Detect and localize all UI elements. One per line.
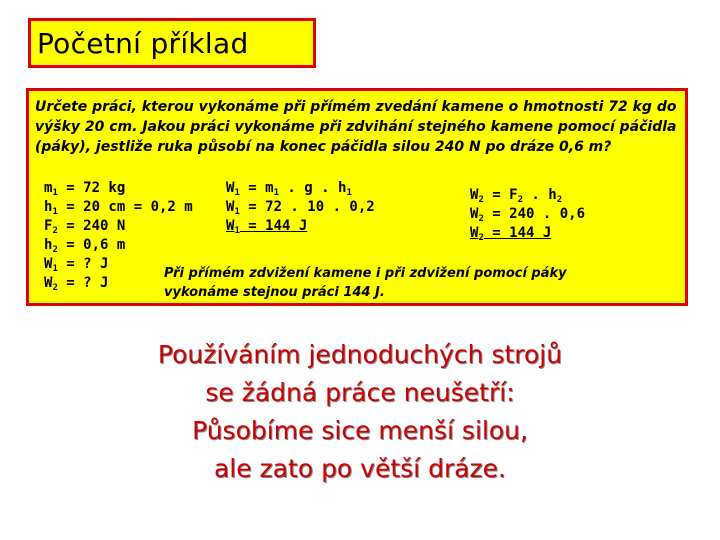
slide-title: Početní příklad bbox=[37, 27, 249, 60]
given-item: $W_1$ = ? J bbox=[44, 256, 109, 274]
conclusion-line-1: Při přímém zdvižení kamene i při zdvižení pomocí páky bbox=[164, 266, 567, 281]
given-item: $W_2$ = ? J bbox=[44, 275, 109, 293]
given-item: $h_2 = 0,6$ m bbox=[44, 237, 126, 255]
given-item: $F_2 = 240$ N bbox=[44, 218, 126, 236]
summary-line-1: Používáním jednoduchých strojů bbox=[157, 340, 563, 369]
calc-line: $W_2 = 240$ . 0,6 bbox=[470, 206, 586, 224]
conclusion bbox=[164, 264, 567, 302]
given-item: $m_1 = 72$ kg bbox=[44, 180, 126, 198]
calc-result: $W_2 = 144$ J bbox=[470, 225, 552, 243]
calc-w1 bbox=[226, 179, 375, 236]
summary-text bbox=[0, 336, 720, 488]
calc-line: $W_1 = 72$ . 10 . 0,2 bbox=[226, 199, 375, 217]
title-box bbox=[28, 18, 316, 68]
summary-line-3: Působíme sice menší silou, bbox=[192, 416, 528, 445]
calc-w2 bbox=[470, 186, 585, 243]
conclusion-line-2: vykonáme stejnou práci 144 J. bbox=[164, 285, 385, 300]
calc-line: $W_2 = F_2$ . $h_2$ bbox=[470, 187, 563, 205]
summary-line-4: ale zato po větší dráze. bbox=[213, 454, 506, 483]
calc-line: $W_1 = m_1$ . g . $h_1$ bbox=[226, 180, 352, 198]
problem-text: Určete práci, kterou vykonáme při přímém zvedání kamene o hmotnosti 72 kg do výšky 20 cm. Jakou práci vykonáme při zdvihání stejného kamene pomocí páčidla (páky), jestliže ruka působí na konec páčidla silou 240 N po dráze 0,6 m? bbox=[35, 99, 677, 155]
summary-line-2: se žádná práce neušetří: bbox=[205, 378, 515, 407]
calc-result: $W_1 = 144$ J bbox=[226, 218, 308, 236]
given-item: $h_1 = 20$ cm = 0,2 m bbox=[44, 199, 193, 217]
